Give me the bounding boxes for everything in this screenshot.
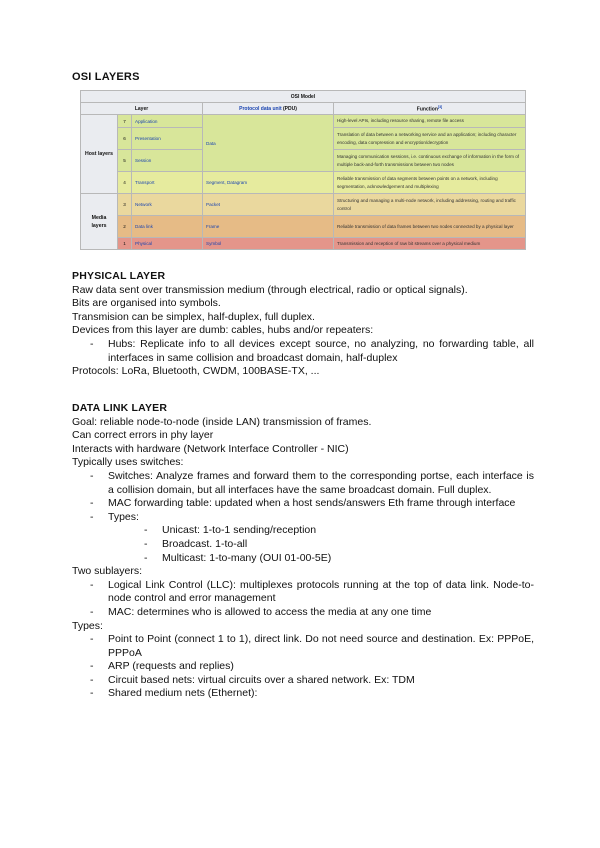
table-row: Media layers 3 Network Packet Structuring and managing a multi-node network, including addressing, routing and traffic control	[81, 194, 526, 216]
physical-layer-section	[72, 270, 534, 379]
list-item: - ARP (requests and replies)	[72, 660, 534, 674]
list-item: - Logical Link Control (LLC): multiplexes protocols running at the top of data link. Node-to-node control and error management	[72, 579, 534, 606]
layer-link[interactable]: Data link	[132, 216, 203, 238]
group-media-layers: Media layers	[81, 194, 118, 250]
list-item: - Switches: Analyze frames and forward them to the corresponding portse, each interface is a collision domain, but all interfaces have the same broadcast domain. Full duplex.	[72, 470, 534, 497]
switches-list	[72, 470, 534, 565]
sublayers-list	[72, 579, 534, 620]
list-item: - Broadcast. 1-to-all	[126, 538, 534, 552]
cast-types-list	[126, 524, 534, 565]
table-row: Host layers 7 Application Data High-level APIs, including resource sharing, remote file access	[81, 115, 526, 128]
hubs-list	[72, 338, 534, 365]
data-link-layer-heading: DATA LINK LAYER	[72, 402, 168, 414]
group-host-layers: Host layers	[81, 115, 118, 194]
header-pdu: Protocol data unit (PDU)	[203, 103, 334, 115]
osi-heading: OSI LAYERS	[72, 71, 140, 83]
reference-link[interactable]: [3]	[437, 104, 443, 109]
text-line: Devices from this layer are dumb: cables, hubs and/or repeaters:	[72, 324, 374, 337]
text-line: Interacts with hardware (Network Interface Controller - NIC)	[72, 442, 349, 455]
list-item: - Hubs: Replicate info to all devices except source, no analyzing, no forwarding table, all interfaces in same collision and broadcast domain, half-duplex	[72, 338, 534, 365]
pdu-link[interactable]: Protocol data unit	[239, 105, 282, 112]
types-label: Types:	[72, 619, 103, 632]
table-row: 1 Physical Symbol Transmission and reception of raw bit streams over a physical medium	[81, 238, 526, 250]
layer-link[interactable]: Transport	[132, 172, 203, 194]
table-row: 6 Presentation Translation of data between a networking service and an application; including character encoding, data compression and encryption/decryption	[81, 128, 526, 150]
layer-link[interactable]: Network	[132, 194, 203, 216]
list-item: - Unicast: 1-to-1 sending/reception	[126, 524, 534, 538]
table-caption: OSI Model	[81, 91, 526, 103]
list-item: - MAC: determines who is allowed to access the media at any one time	[72, 606, 534, 620]
list-item: - Types: - Unicast: 1-to-1 sending/reception - Broadcast. 1-to-all - Multicast: 1-to-many (OUI 01-00-5E)	[72, 511, 534, 565]
text-line: Can correct errors in phy layer	[72, 429, 214, 442]
table-row: 5 Session Managing communication sessions, i.e. continuous exchange of information in the form of multiple back-and-forth transmissions between two nodes	[81, 150, 526, 172]
layer-link[interactable]: Presentation	[132, 128, 203, 150]
list-item: - Shared medium nets (Ethernet):	[72, 687, 534, 701]
list-item: - MAC forwarding table: updated when a host sends/answers Eth frame through interface	[72, 497, 534, 511]
list-item: - Circuit based nets: virtual circuits over a shared network. Ex: TDM	[72, 674, 534, 688]
list-item: - Multicast: 1-to-many (OUI 01-00-5E)	[126, 552, 534, 566]
list-item: - Point to Point (connect 1 to 1), direct link. Do not need source and destination. Ex: PPPoE, PPPoA	[72, 633, 534, 660]
text-line: Typically uses switches:	[72, 456, 184, 469]
protocols-line: Protocols: LoRa, Bluetooth, CWDM, 100BASE-TX, ...	[72, 365, 320, 378]
physical-layer-heading: PHYSICAL LAYER	[72, 270, 166, 282]
text-line: Transmision can be simplex, half-duplex, full duplex.	[72, 310, 315, 323]
layer-link[interactable]: Physical	[132, 238, 203, 250]
text-line: Goal: reliable node-to-node (inside LAN) transmission of frames.	[72, 415, 372, 428]
layer-link[interactable]: Application	[132, 115, 203, 128]
text-line: Raw data sent over transmission medium (through electrical, radio or optical signals).	[72, 283, 468, 296]
pdu-data[interactable]: Data	[203, 115, 334, 172]
header-layer: Layer	[81, 103, 203, 115]
header-function: Function[3]	[334, 103, 526, 115]
data-link-layer-section	[72, 402, 534, 701]
sublayers-label: Two sublayers:	[72, 565, 143, 578]
osi-model-table	[80, 90, 526, 250]
layer-link[interactable]: Session	[132, 150, 203, 172]
types-list	[72, 633, 534, 701]
text-line: Bits are organised into symbols.	[72, 297, 221, 310]
table-row: 4 Transport Segment, Datagram Reliable transmission of data segments between points on a network, including segmentation, acknowledgement and multiplexing	[81, 172, 526, 194]
table-row: 2 Data link Frame Reliable transmission of data frames between two nodes connected by a physical layer	[81, 216, 526, 238]
